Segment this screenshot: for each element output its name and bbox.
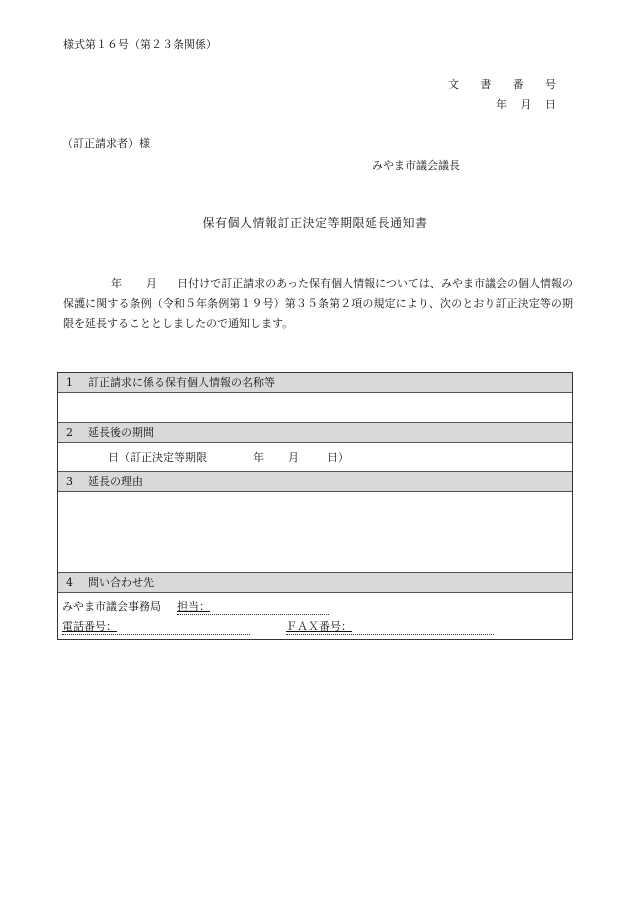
body-year: 年 bbox=[111, 277, 123, 290]
extension-close-label: 日） bbox=[327, 451, 349, 464]
extension-year-label: 年 bbox=[253, 451, 264, 464]
section-4-header bbox=[58, 573, 572, 593]
body-month: 月 bbox=[146, 277, 158, 290]
contact-person-label: 担当： bbox=[177, 600, 210, 613]
doc-date-month: 月 bbox=[520, 98, 532, 111]
contact-office: みやま市議会事務局 bbox=[62, 600, 161, 613]
body-text: 日付けで訂正請求のあった保有個人情報については、みやま市議会の個人情報の保護に関する条例（令和５年条例第１９号）第３５条第２項の規定により、次のとおり訂正決定等の期限を延長することとしましたので通知します。 bbox=[63, 277, 574, 330]
section-number: 3 bbox=[66, 475, 73, 488]
section-number: 4 bbox=[66, 576, 73, 589]
section-label: 訂正請求に係る保有個人情報の名称等 bbox=[88, 376, 275, 389]
extension-day-label: 日（訂正決定等期限 bbox=[108, 451, 207, 464]
contact-person-field[interactable] bbox=[177, 598, 329, 615]
extension-month-label: 月 bbox=[288, 451, 299, 464]
contact-office-line bbox=[62, 598, 329, 615]
addressee: （訂正請求者）様 bbox=[62, 137, 150, 150]
section-1-header bbox=[58, 373, 572, 393]
section-2-field[interactable] bbox=[58, 443, 572, 472]
contact-phone-label: 電話番号： bbox=[62, 620, 117, 633]
section-4-contact bbox=[58, 593, 572, 639]
form-number: 様式第１６号（第２３条関係） bbox=[63, 38, 217, 51]
sender: みやま市議会議長 bbox=[372, 159, 460, 172]
body-paragraph bbox=[63, 274, 573, 334]
doc-date-day: 日 bbox=[545, 98, 556, 111]
contact-fax-label: ＦＡＸ番号： bbox=[286, 620, 352, 633]
document-number-label bbox=[448, 76, 556, 92]
document-title: 保有個人情報訂正決定等期限延長通知書 bbox=[202, 216, 428, 230]
contact-fax-line bbox=[286, 618, 494, 635]
section-1-field[interactable] bbox=[58, 393, 572, 423]
section-3-field[interactable] bbox=[58, 492, 572, 573]
section-label: 延長の理由 bbox=[88, 475, 143, 488]
doc-number-char: 書 bbox=[480, 78, 492, 91]
doc-number-char: 文 bbox=[448, 78, 459, 91]
doc-number-char: 番 bbox=[512, 78, 524, 91]
section-label: 延長後の期間 bbox=[88, 426, 154, 439]
doc-date-year: 年 bbox=[496, 98, 507, 111]
section-2-header bbox=[58, 423, 572, 443]
section-3-header bbox=[58, 472, 572, 492]
section-number: 1 bbox=[66, 376, 73, 389]
contact-fax-field[interactable] bbox=[286, 618, 494, 635]
section-number: 2 bbox=[66, 426, 73, 439]
section-label: 問い合わせ先 bbox=[88, 576, 154, 589]
document-date-label bbox=[496, 96, 556, 112]
contact-phone-line bbox=[62, 618, 250, 635]
form-table bbox=[57, 372, 573, 640]
doc-number-char: 号 bbox=[544, 78, 556, 91]
contact-phone-field[interactable] bbox=[62, 618, 250, 635]
